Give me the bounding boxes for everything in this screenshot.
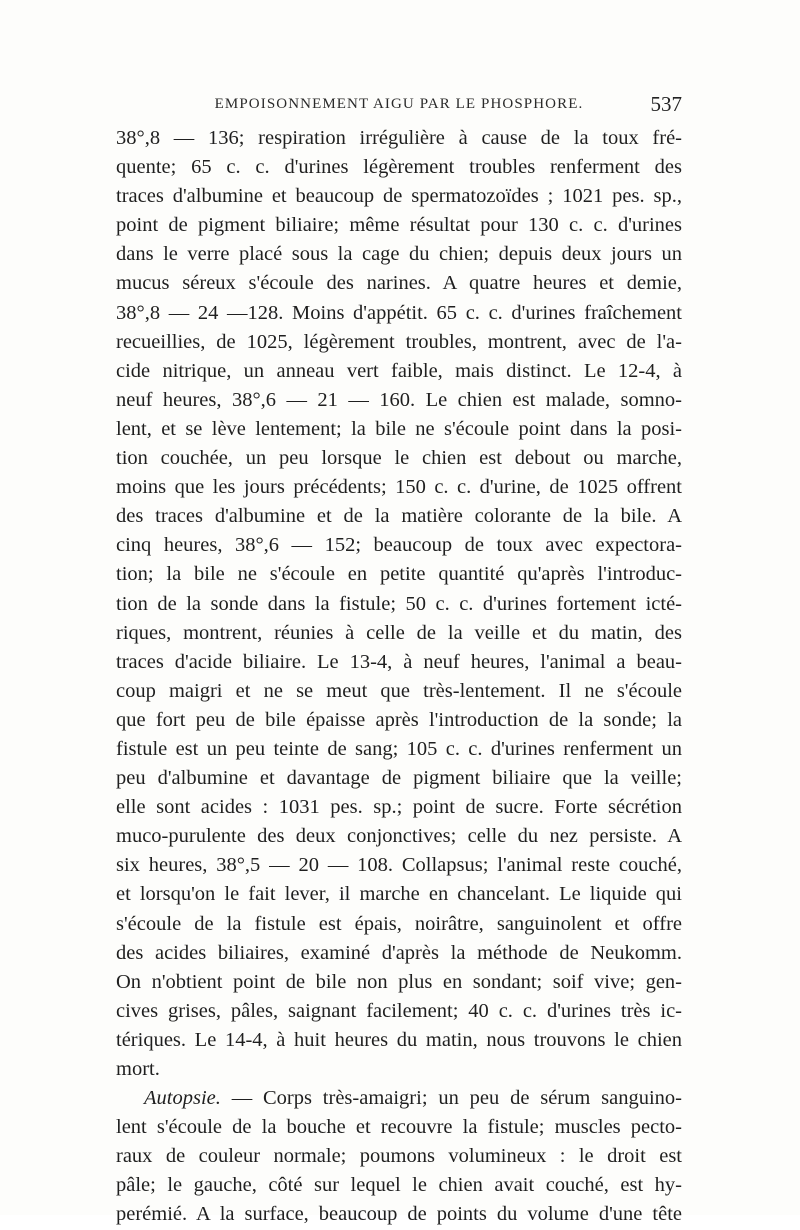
page-number: 537 (650, 92, 682, 116)
text-line: que fort peu de bile épaisse après l'introduction de la sonde; la (116, 708, 682, 731)
text-line: neuf heures, 38°,6 — 21 — 160. Le chien est malade, somno- (116, 388, 682, 411)
text-line: dans le verre placé sous la cage du chien; depuis deux jours un (116, 243, 682, 266)
text-line: quente; 65 c. c. d'urines légèrement troubles renferment des (116, 156, 682, 179)
text-line: coup maigri et ne se meut que très-lentement. Il ne s'écoule (116, 679, 682, 702)
text-line: traces d'acide biliaire. Le 13-4, à neuf heures, l'animal a beau- (116, 650, 682, 673)
text-line: mort. (116, 1058, 160, 1080)
text-line: 38°,8 — 136; respiration irrégulière à cause de la toux fré- (116, 127, 682, 149)
text-line: perémié. A la surface, beaucoup de points du volume d'une tête (116, 1203, 682, 1226)
running-title: EMPOISONNEMENT AIGU PAR LE PHOSPHORE. (214, 96, 584, 112)
text-line: cinq heures, 38°,6 — 152; beaucoup de toux avec expectora- (116, 534, 682, 557)
text-line: moins que les jours précédents; 150 c. c. d'urine, de 1025 offrent (116, 476, 682, 499)
text-line: elle sont acides : 1031 pes. sp.; point de sucre. Forte sécrétion (116, 796, 682, 819)
text-line: traces d'albumine et beaucoup de spermatozoïdes ; 1021 pes. sp., (116, 185, 682, 208)
text-line: On n'obtient point de bile non plus en sondant; soif vive; gen- (116, 970, 682, 993)
paragraph-case-notes (116, 124, 682, 1084)
text-line: tériques. Le 14-4, à huit heures du matin, nous trouvons le chien (116, 1028, 682, 1051)
text-line: cide nitrique, un anneau vert faible, mais distinct. Le 12-4, à (116, 359, 682, 382)
text-line: muco-purulente des deux conjonctives; celle du nez persiste. A (116, 825, 682, 848)
text-line: riques, montrent, réunies à celle de la veille et du matin, des (116, 621, 682, 644)
text-line: point de pigment biliaire; même résultat pour 130 c. c. d'urines (116, 214, 682, 237)
text-line: peu d'albumine et davantage de pigment biliaire que la veille; (116, 767, 682, 790)
text-line: raux de couleur normale; poumons volumineux : le droit est (116, 1145, 682, 1168)
paragraph-autopsy (116, 1084, 682, 1229)
text-line: mucus séreux s'écoule des narines. A quatre heures et demie, (116, 272, 682, 295)
body-text (116, 124, 682, 1230)
text-line: recueillies, de 1025, légèrement troubles, montrent, avec de l'a- (116, 330, 682, 353)
text-line (116, 1084, 682, 1113)
text-line: des traces d'albumine et de la matière colorante de la bile. A (116, 505, 682, 528)
text-line: tion de la sonde dans la fistule; 50 c. c. d'urines fortement icté- (116, 592, 682, 615)
autopsy-first-line: — Corps très-amaigri; un peu de sérum sanguino- (220, 1087, 682, 1110)
text-line: lent, et se lève lentement; la bile ne s'écoule point dans la posi- (116, 417, 682, 440)
text-line: six heures, 38°,5 — 20 — 108. Collapsus; l'animal reste couché, (116, 854, 682, 877)
text-line: pâle; le gauche, côté sur lequel le chien avait couché, est hy- (116, 1174, 682, 1197)
text-line: et lorsqu'on le fait lever, il marche en chancelant. Le liquide qui (116, 883, 682, 906)
autopsy-heading: Autopsie. (144, 1087, 221, 1110)
text-line: tion couchée, un peu lorsque le chien est debout ou marche, (116, 447, 682, 470)
text-line: des acides biliaires, examiné d'après la méthode de Neukomm. (116, 941, 682, 964)
text-line: tion; la bile ne s'écoule en petite quantité qu'après l'introduc- (116, 563, 682, 586)
text-line: 38°,8 — 24 —128. Moins d'appétit. 65 c. c. d'urines fraîchement (116, 301, 682, 324)
text-line: s'écoule de la fistule est épais, noirâtre, sanguinolent et offre (116, 912, 682, 935)
text-line: cives grises, pâles, saignant facilement; 40 c. c. d'urines très ic- (116, 999, 682, 1022)
text-line: fistule est un peu teinte de sang; 105 c. c. d'urines renferment un (116, 737, 682, 760)
running-header (116, 92, 682, 122)
text-line: lent s'écoule de la bouche et recouvre la fistule; muscles pecto- (116, 1116, 682, 1139)
